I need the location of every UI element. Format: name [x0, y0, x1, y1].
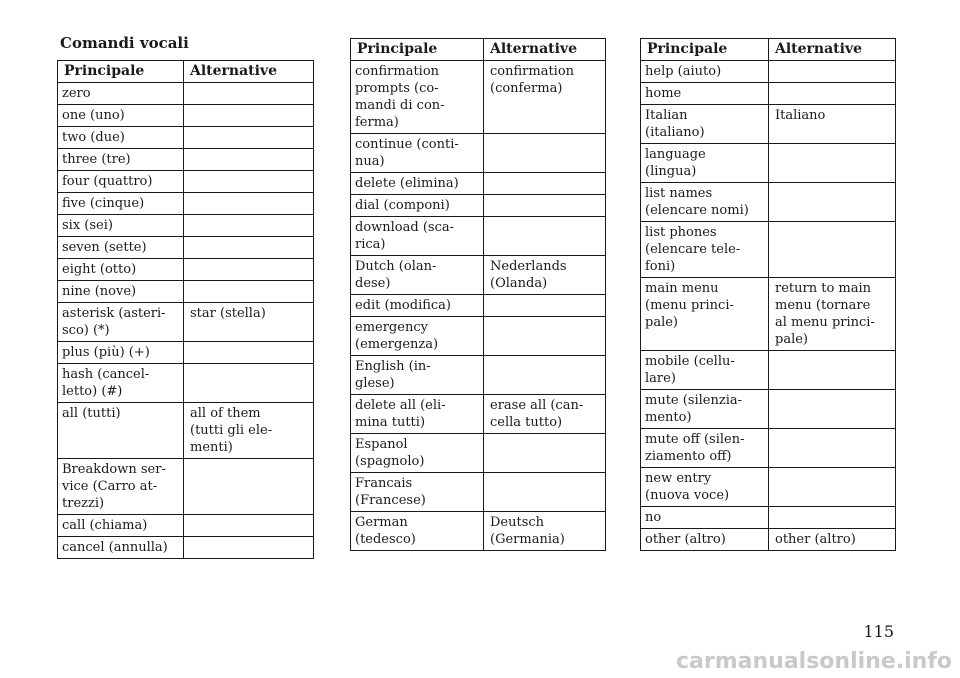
alternative-command-cell	[184, 149, 314, 171]
table-row	[351, 195, 606, 217]
header-primary: Principale	[351, 39, 484, 61]
primary-command-cell: German (tedesco)	[351, 512, 484, 551]
alternative-command-cell	[769, 83, 896, 105]
table-row	[58, 237, 314, 259]
primary-command-cell: no	[641, 507, 769, 529]
primary-command-cell: emergency (emergenza)	[351, 317, 484, 356]
table-row	[641, 390, 896, 429]
alternative-command-cell: Nederlands (Olanda)	[484, 256, 606, 295]
primary-command-cell: continue (conti- nua)	[351, 134, 484, 173]
table-row	[58, 215, 314, 237]
alternative-command-cell	[184, 105, 314, 127]
table-row	[351, 512, 606, 551]
primary-command-cell: Breakdown ser- vice (Carro at- trezzi)	[58, 459, 184, 515]
primary-command-cell: nine (nove)	[58, 281, 184, 303]
alternative-command-cell	[484, 295, 606, 317]
alternative-command-cell	[484, 317, 606, 356]
primary-command-cell: mute off (silen- ziamento off)	[641, 429, 769, 468]
primary-command-cell: Francais (Francese)	[351, 473, 484, 512]
table-row	[641, 105, 896, 144]
primary-command-cell: zero	[58, 83, 184, 105]
primary-command-cell: all (tutti)	[58, 403, 184, 459]
primary-command-cell: cancel (annulla)	[58, 537, 184, 559]
table-row	[351, 256, 606, 295]
alternative-command-cell	[484, 473, 606, 512]
commands-table-3	[640, 38, 896, 551]
alternative-command-cell	[184, 281, 314, 303]
table-row	[58, 364, 314, 403]
alternative-command-cell: return to main menu (tornare al menu princi- pale)	[769, 278, 896, 351]
table-row	[351, 434, 606, 473]
alternative-command-cell	[184, 364, 314, 403]
primary-command-cell: delete all (eli- mina tutti)	[351, 395, 484, 434]
primary-command-cell: main menu (menu princi- pale)	[641, 278, 769, 351]
alternative-command-cell	[484, 356, 606, 395]
primary-command-cell: list phones (elencare tele- foni)	[641, 222, 769, 278]
alternative-command-cell	[769, 61, 896, 83]
primary-command-cell: English (in- glese)	[351, 356, 484, 395]
page-number: 115	[863, 622, 894, 641]
table-row	[58, 303, 314, 342]
primary-command-cell: six (sei)	[58, 215, 184, 237]
header-alternative: Alternative	[484, 39, 606, 61]
alternative-command-cell	[484, 434, 606, 473]
table-row	[641, 83, 896, 105]
primary-command-cell: new entry (nuova voce)	[641, 468, 769, 507]
primary-command-cell: Espanol (spagnolo)	[351, 434, 484, 473]
primary-command-cell: mute (silenzia- mento)	[641, 390, 769, 429]
table-row	[641, 183, 896, 222]
primary-command-cell: eight (otto)	[58, 259, 184, 281]
primary-command-cell: Dutch (olan- dese)	[351, 256, 484, 295]
table-row	[351, 317, 606, 356]
primary-command-cell: list names (elencare nomi)	[641, 183, 769, 222]
alternative-command-cell	[484, 195, 606, 217]
alternative-command-cell: erase all (can- cella tutto)	[484, 395, 606, 434]
table-row	[641, 222, 896, 278]
section-title: Comandi vocali	[60, 34, 189, 52]
alternative-command-cell	[184, 342, 314, 364]
table-row	[351, 61, 606, 134]
primary-command-cell: seven (sette)	[58, 237, 184, 259]
alternative-command-cell	[769, 222, 896, 278]
alternative-command-cell	[769, 429, 896, 468]
alternative-command-cell: other (altro)	[769, 529, 896, 551]
alternative-command-cell: star (stella)	[184, 303, 314, 342]
table-row	[641, 529, 896, 551]
primary-command-cell: home	[641, 83, 769, 105]
primary-command-cell: three (tre)	[58, 149, 184, 171]
primary-command-cell: language (lingua)	[641, 144, 769, 183]
alternative-command-cell	[184, 237, 314, 259]
primary-command-cell: call (chiama)	[58, 515, 184, 537]
alternative-command-cell	[184, 83, 314, 105]
primary-command-cell: hash (cancel- letto) (#)	[58, 364, 184, 403]
commands-table-2	[350, 38, 606, 551]
table-row	[58, 127, 314, 149]
primary-command-cell: one (uno)	[58, 105, 184, 127]
alternative-command-cell	[184, 215, 314, 237]
primary-command-cell: five (cinque)	[58, 193, 184, 215]
alternative-command-cell	[769, 390, 896, 429]
table-row	[58, 459, 314, 515]
table-row	[58, 342, 314, 364]
table-header-row	[351, 39, 606, 61]
alternative-command-cell	[484, 173, 606, 195]
alternative-command-cell	[769, 351, 896, 390]
primary-command-cell: confirmation prompts (co- mandi di con- ferma)	[351, 61, 484, 134]
table-row	[58, 171, 314, 193]
table-row	[641, 278, 896, 351]
table-row	[58, 149, 314, 171]
header-alternative: Alternative	[184, 61, 314, 83]
alternative-command-cell	[769, 468, 896, 507]
table-row	[641, 468, 896, 507]
primary-command-cell: delete (elimina)	[351, 173, 484, 195]
alternative-command-cell: confirmation (conferma)	[484, 61, 606, 134]
table-row	[641, 507, 896, 529]
table-row	[58, 83, 314, 105]
table-row	[351, 356, 606, 395]
alternative-command-cell	[184, 259, 314, 281]
table-row	[351, 134, 606, 173]
primary-command-cell: four (quattro)	[58, 171, 184, 193]
table-header-row	[58, 61, 314, 83]
alternative-command-cell	[484, 217, 606, 256]
table-row	[58, 537, 314, 559]
table-row	[58, 403, 314, 459]
table-row	[641, 61, 896, 83]
table-row	[641, 144, 896, 183]
table-row	[351, 473, 606, 512]
watermark-text: carmanualsonline.info	[676, 649, 952, 674]
primary-command-cell: other (altro)	[641, 529, 769, 551]
alternative-command-cell	[769, 144, 896, 183]
table-row	[641, 429, 896, 468]
primary-command-cell: edit (modifica)	[351, 295, 484, 317]
primary-command-cell: two (due)	[58, 127, 184, 149]
table-row	[58, 515, 314, 537]
alternative-command-cell	[184, 537, 314, 559]
alternative-command-cell	[184, 171, 314, 193]
table-row	[351, 173, 606, 195]
header-primary: Principale	[641, 39, 769, 61]
header-primary: Principale	[58, 61, 184, 83]
primary-command-cell: download (sca- rica)	[351, 217, 484, 256]
table-row	[58, 193, 314, 215]
header-alternative: Alternative	[769, 39, 896, 61]
primary-command-cell: Italian (italiano)	[641, 105, 769, 144]
table-header-row	[641, 39, 896, 61]
table-row	[351, 395, 606, 434]
table-row	[351, 217, 606, 256]
commands-table-1	[57, 60, 314, 559]
alternative-command-cell: Italiano	[769, 105, 896, 144]
primary-command-cell: plus (più) (+)	[58, 342, 184, 364]
primary-command-cell: asterisk (asteri- sco) (*)	[58, 303, 184, 342]
primary-command-cell: mobile (cellu- lare)	[641, 351, 769, 390]
alternative-command-cell	[184, 459, 314, 515]
table-row	[351, 295, 606, 317]
alternative-command-cell: all of them (tutti gli ele- menti)	[184, 403, 314, 459]
table-row	[641, 351, 896, 390]
primary-command-cell: help (aiuto)	[641, 61, 769, 83]
alternative-command-cell	[184, 515, 314, 537]
alternative-command-cell	[769, 183, 896, 222]
table-row	[58, 105, 314, 127]
table-row	[58, 281, 314, 303]
alternative-command-cell	[484, 134, 606, 173]
primary-command-cell: dial (componi)	[351, 195, 484, 217]
alternative-command-cell	[184, 127, 314, 149]
alternative-command-cell	[769, 507, 896, 529]
alternative-command-cell	[184, 193, 314, 215]
table-row	[58, 259, 314, 281]
alternative-command-cell: Deutsch (Germania)	[484, 512, 606, 551]
